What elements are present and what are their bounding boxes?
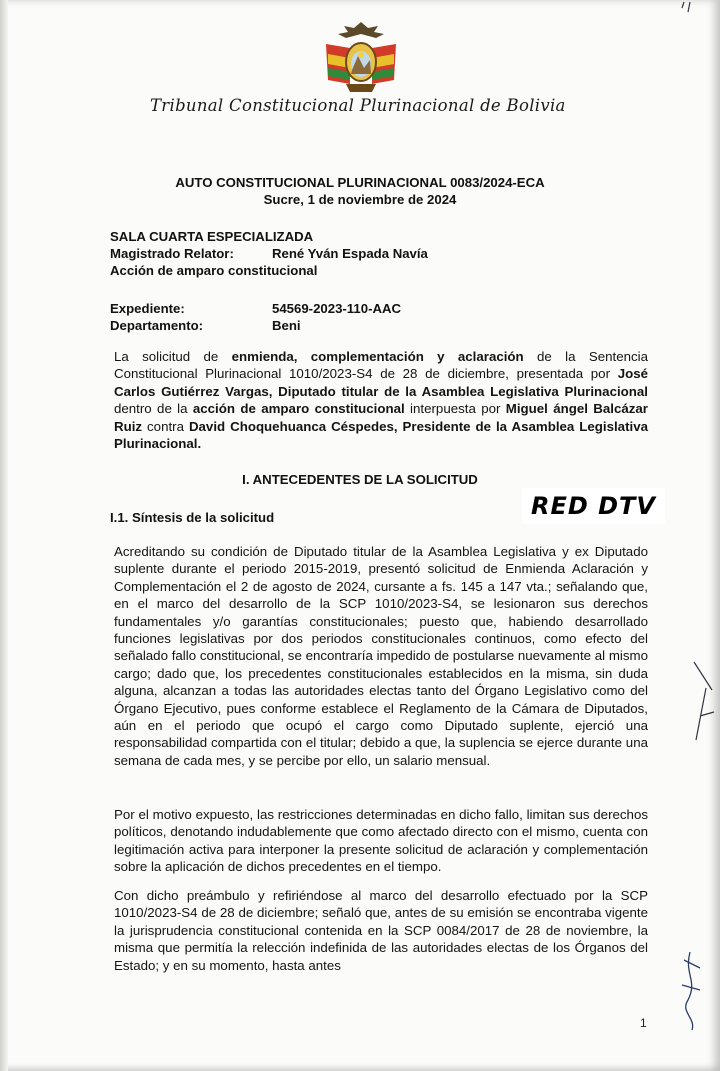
magistrado-value: René Yván Espada Navía xyxy=(272,246,428,261)
red-dtv-watermark: RED DTV xyxy=(522,488,665,524)
intro-paragraph: La solicitud de enmienda, complementación y aclaración de la Sentencia Constitucional Plurinacional 1010/2023-S4 de 28 de diciembre, presentada por José Carlos Gutiérrez Vargas, Diputado titular de la Asamblea Legislativa Plurinacional dentro de la acción de amparo constitucional interpuesta por Miguel ángel Balcázar Ruiz contra David Choquehuanca Céspedes, Presidente de la Asamblea Legislativa Plurinacional. xyxy=(114,349,648,452)
institution-title: Tribunal Constitucional Plurinacional de Bolivia xyxy=(150,96,566,115)
section-title: I. ANTECEDENTES DE LA SOLICITUD xyxy=(242,472,478,487)
paragraph-1: Acreditando su condición de Diputado titular de la Asamblea Legislativa y ex Diputado suplente durante el periodo 2015-2019, presentó solicitud de Enmienda Aclaración y Complementación el 2 de agosto de 2024, cursante a fs. 145 a 147 vta.; señalando que, en el marco del desarrollo de la SCP 1010/2023-S4, se lesionaron sus derechos fundamentales y/o garantías constitucionales; puesto que, habiendo desarrollado funciones legislativas por dos periodos constitucionales continuos, como efecto del señalado fallo constitucional, se encontraría impedido de postularse nuevamente al mismo cargo; dado que, los precedentes constitucionales establecidos en la misma, sin duda alguna, alcanzan a todas las autoridades electas tanto del Órgano Legislativo como del Órgano Ejecutivo, pues conforme establece el Reglamento de la Cámara de Diputados, aún en el periodo que ocupó el cargo como Diputado suplente, ejerció una responsabilidad compartida con el titular; debido a que, la suplencia se ejerce durante una semana de cada mes, y se percibe por ello, un salario mensual. xyxy=(114,544,648,768)
page-number: 1 xyxy=(640,1016,647,1030)
subsection-title: I.1. Síntesis de la solicitud xyxy=(110,510,275,525)
departamento-label: Departamento: xyxy=(110,318,204,333)
paragraph-2: Por el motivo expuesto, las restricciones determinadas en dicho fallo, limitan sus derechos políticos, denotando indudablemente que como afectado directo con el mismo, cuenta con legitimación activa para interponer la presente solicitud de aclaración y complementación sobre la aplicación de dichos precedentes en el tiempo. xyxy=(114,807,648,875)
sala-label: SALA CUARTA ESPECIALIZADA xyxy=(110,229,314,244)
accion-label: Acción de amparo constitucional xyxy=(110,263,318,278)
expediente-label: Expediente: xyxy=(110,301,185,316)
document-date: Sucre, 1 de noviembre de 2024 xyxy=(263,192,457,207)
expediente-value: 54569-2023-110-AAC xyxy=(272,301,402,316)
document-title: AUTO CONSTITUCIONAL PLURINACIONAL 0083/2024-ECA xyxy=(175,175,545,190)
departamento-value: Beni xyxy=(272,318,301,333)
magistrado-label: Magistrado Relator: xyxy=(110,246,234,261)
paragraph-3: Con dicho preámbulo y refiriéndose al marco del desarrollo efectuado por la SCP 1010/2023-S4 de 28 de diciembre; señaló que, antes de su emisión se encontraba vigente la jurisprudencia constitucional contenida en la SCP 0084/2017 de 28 de noviembre, la misma que permitía la relección indefinida de las autoridades electas de los Órganos del Estado; y en su momento, hasta antes xyxy=(114,888,648,973)
